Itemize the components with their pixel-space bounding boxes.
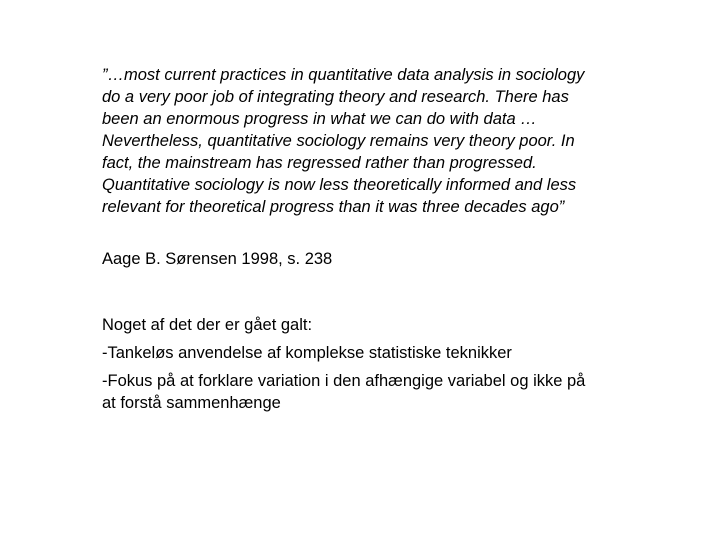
quote-text: ”…most current practices in quantitative data analysis in sociology do a very poor job of integrating theory and research. There has been an enormous progress in what we can do with data … Nevertheless, quantitative sociology remains very theory poor. In fact, the mainstream has regressed rather than progressed. Quantitative sociology is now less theoretically informed and less relevant for theoretical progress than it was three decades ago” xyxy=(102,66,585,216)
points-section xyxy=(102,314,602,420)
point-item: -Fokus på at forklare variation i den afhængige variabel og ikke på at forstå sammenhænge xyxy=(102,372,586,412)
points-heading: Noget af det der er gået galt: xyxy=(102,316,313,334)
quote-citation: Aage B. Sørensen 1998, s. 238 xyxy=(102,250,333,268)
point-item: -Tankeløs anvendelse af komplekse statistiske teknikker xyxy=(102,344,512,362)
